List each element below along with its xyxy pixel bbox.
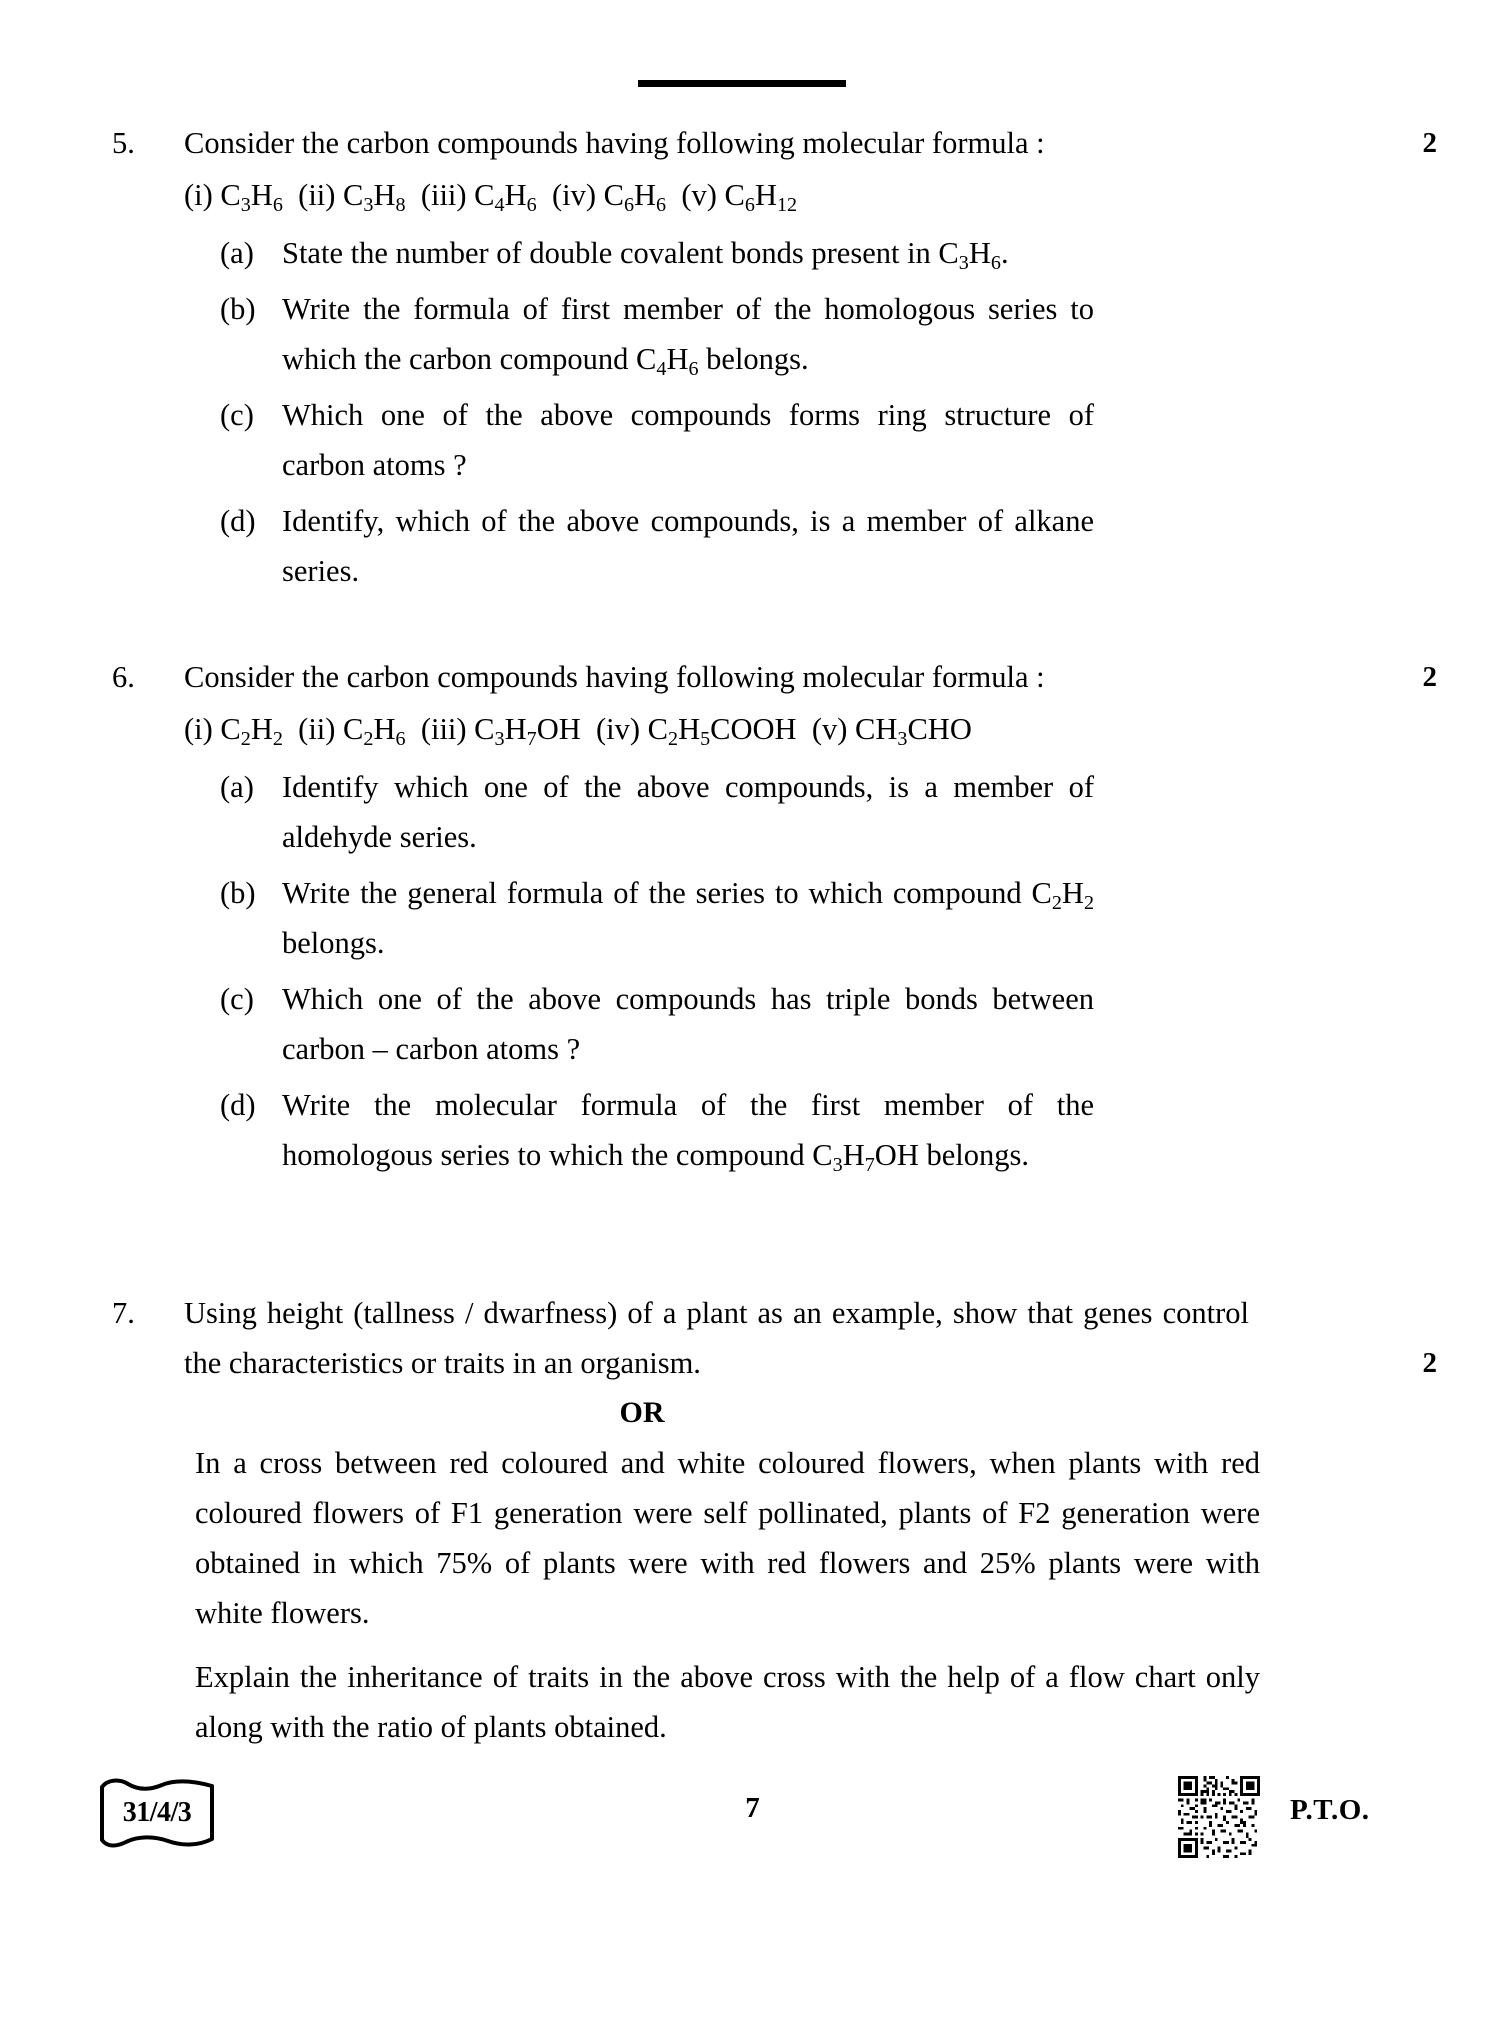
subpart-text: Write the general formula of the series to which compound $C_2H_2$ belongs. xyxy=(282,876,1094,960)
subpart-row xyxy=(184,496,1308,596)
question-7-alternate-paragraph-1: In a cross between red coloured and white coloured flowers, when plants with red coloured flowers of F1 generation were self pollinated, plants of F2 generation were obtained in which 75% of plants were with red flowers and 25% plants were with white flowers. xyxy=(195,1446,1260,1630)
marks-question-7: 2 xyxy=(1422,1347,1437,1379)
question-5-formula-line: (i) $C_3H_6$ (ii) $C_3H_8$ (iii) $C_4H_6$ (iv) $C_6H_6$ (v) $C_6H_{12}$ xyxy=(184,178,798,217)
subpart-text: Identify, which of the above compounds, is a member of alkane series. xyxy=(282,504,1094,588)
subpart-label: (c) xyxy=(220,398,254,432)
question-7-stem: Using height (tallness / dwarfness) of a plant as an example, show that genes control the characteristics or traits in an organism. xyxy=(184,1296,1249,1380)
subpart-label: (c) xyxy=(220,982,254,1016)
paper-code-text: 31/4/3 xyxy=(122,1797,192,1828)
para-spacer xyxy=(0,1638,1505,1652)
subpart-text: Identify which one of the above compounds, is a member of aldehyde series. xyxy=(282,770,1094,854)
block-spacer xyxy=(0,1180,1505,1288)
subpart-row xyxy=(184,228,1308,278)
page-footer xyxy=(0,1776,1505,1886)
subpart-label: (d) xyxy=(220,1088,256,1122)
question-block-6 xyxy=(0,652,1505,1180)
question-7-alternate-paragraph-2: Explain the inheritance of traits in the above cross with the help of a flow chart only along with the ratio of plants obtained. xyxy=(195,1660,1260,1744)
subpart-row xyxy=(184,1080,1308,1180)
subpart-text: Write the molecular formula of the first member of the homologous series to which the compound $C_3H_7OH$ belongs. xyxy=(282,1088,1094,1177)
subpart-text: Which one of the above compounds forms ring structure of carbon atoms ? xyxy=(282,398,1094,482)
question-block-5 xyxy=(0,118,1505,596)
marks-question-5: 2 xyxy=(1422,127,1437,159)
question-number-7: 7. xyxy=(112,1296,135,1330)
pto-label: P.T.O. xyxy=(1290,1794,1370,1826)
top-rule-divider xyxy=(638,80,846,87)
subpart-row xyxy=(184,974,1308,1074)
question-6-subparts xyxy=(184,762,1308,1180)
subpart-row xyxy=(184,762,1308,862)
subpart-label: (d) xyxy=(220,504,256,538)
question-5-subparts xyxy=(184,228,1308,596)
question-number-6: 6. xyxy=(112,660,135,694)
question-content xyxy=(0,118,1505,1752)
block-spacer xyxy=(0,596,1505,652)
subpart-label: (a) xyxy=(220,770,254,804)
subpart-text: State the number of double covalent bonds present in $C_3H_6$. xyxy=(282,236,1009,275)
subpart-label: (b) xyxy=(220,876,256,910)
subpart-row xyxy=(184,390,1308,490)
subpart-text: Which one of the above compounds has triple bonds between carbon – carbon atoms ? xyxy=(282,982,1094,1066)
question-block-7 xyxy=(0,1288,1505,1752)
question-6-stem: Consider the carbon compounds having following molecular formula : xyxy=(184,660,1045,694)
subpart-row xyxy=(184,868,1308,968)
question-5-stem: Consider the carbon compounds having following molecular formula : xyxy=(184,126,1045,160)
subpart-row xyxy=(184,284,1308,384)
subpart-label: (a) xyxy=(220,236,254,270)
page-number: 7 xyxy=(745,1792,760,1824)
subpart-label: (b) xyxy=(220,292,256,326)
marks-question-6: 2 xyxy=(1422,661,1437,693)
qr-code-icon xyxy=(1178,1776,1260,1858)
subpart-text: Write the formula of first member of the homologous series to which the carbon compound $C_4H_6$ belongs. xyxy=(282,292,1094,381)
question-6-formula-line: (i) $C_2H_2$ (ii) $C_2H_6$ (iii) $C_3H_7OH$ (iv) $C_2H_5COOH$ (v) $CH_3CHO$ xyxy=(184,712,972,751)
or-separator-label: OR xyxy=(619,1396,665,1429)
question-number-5: 5. xyxy=(112,126,135,160)
